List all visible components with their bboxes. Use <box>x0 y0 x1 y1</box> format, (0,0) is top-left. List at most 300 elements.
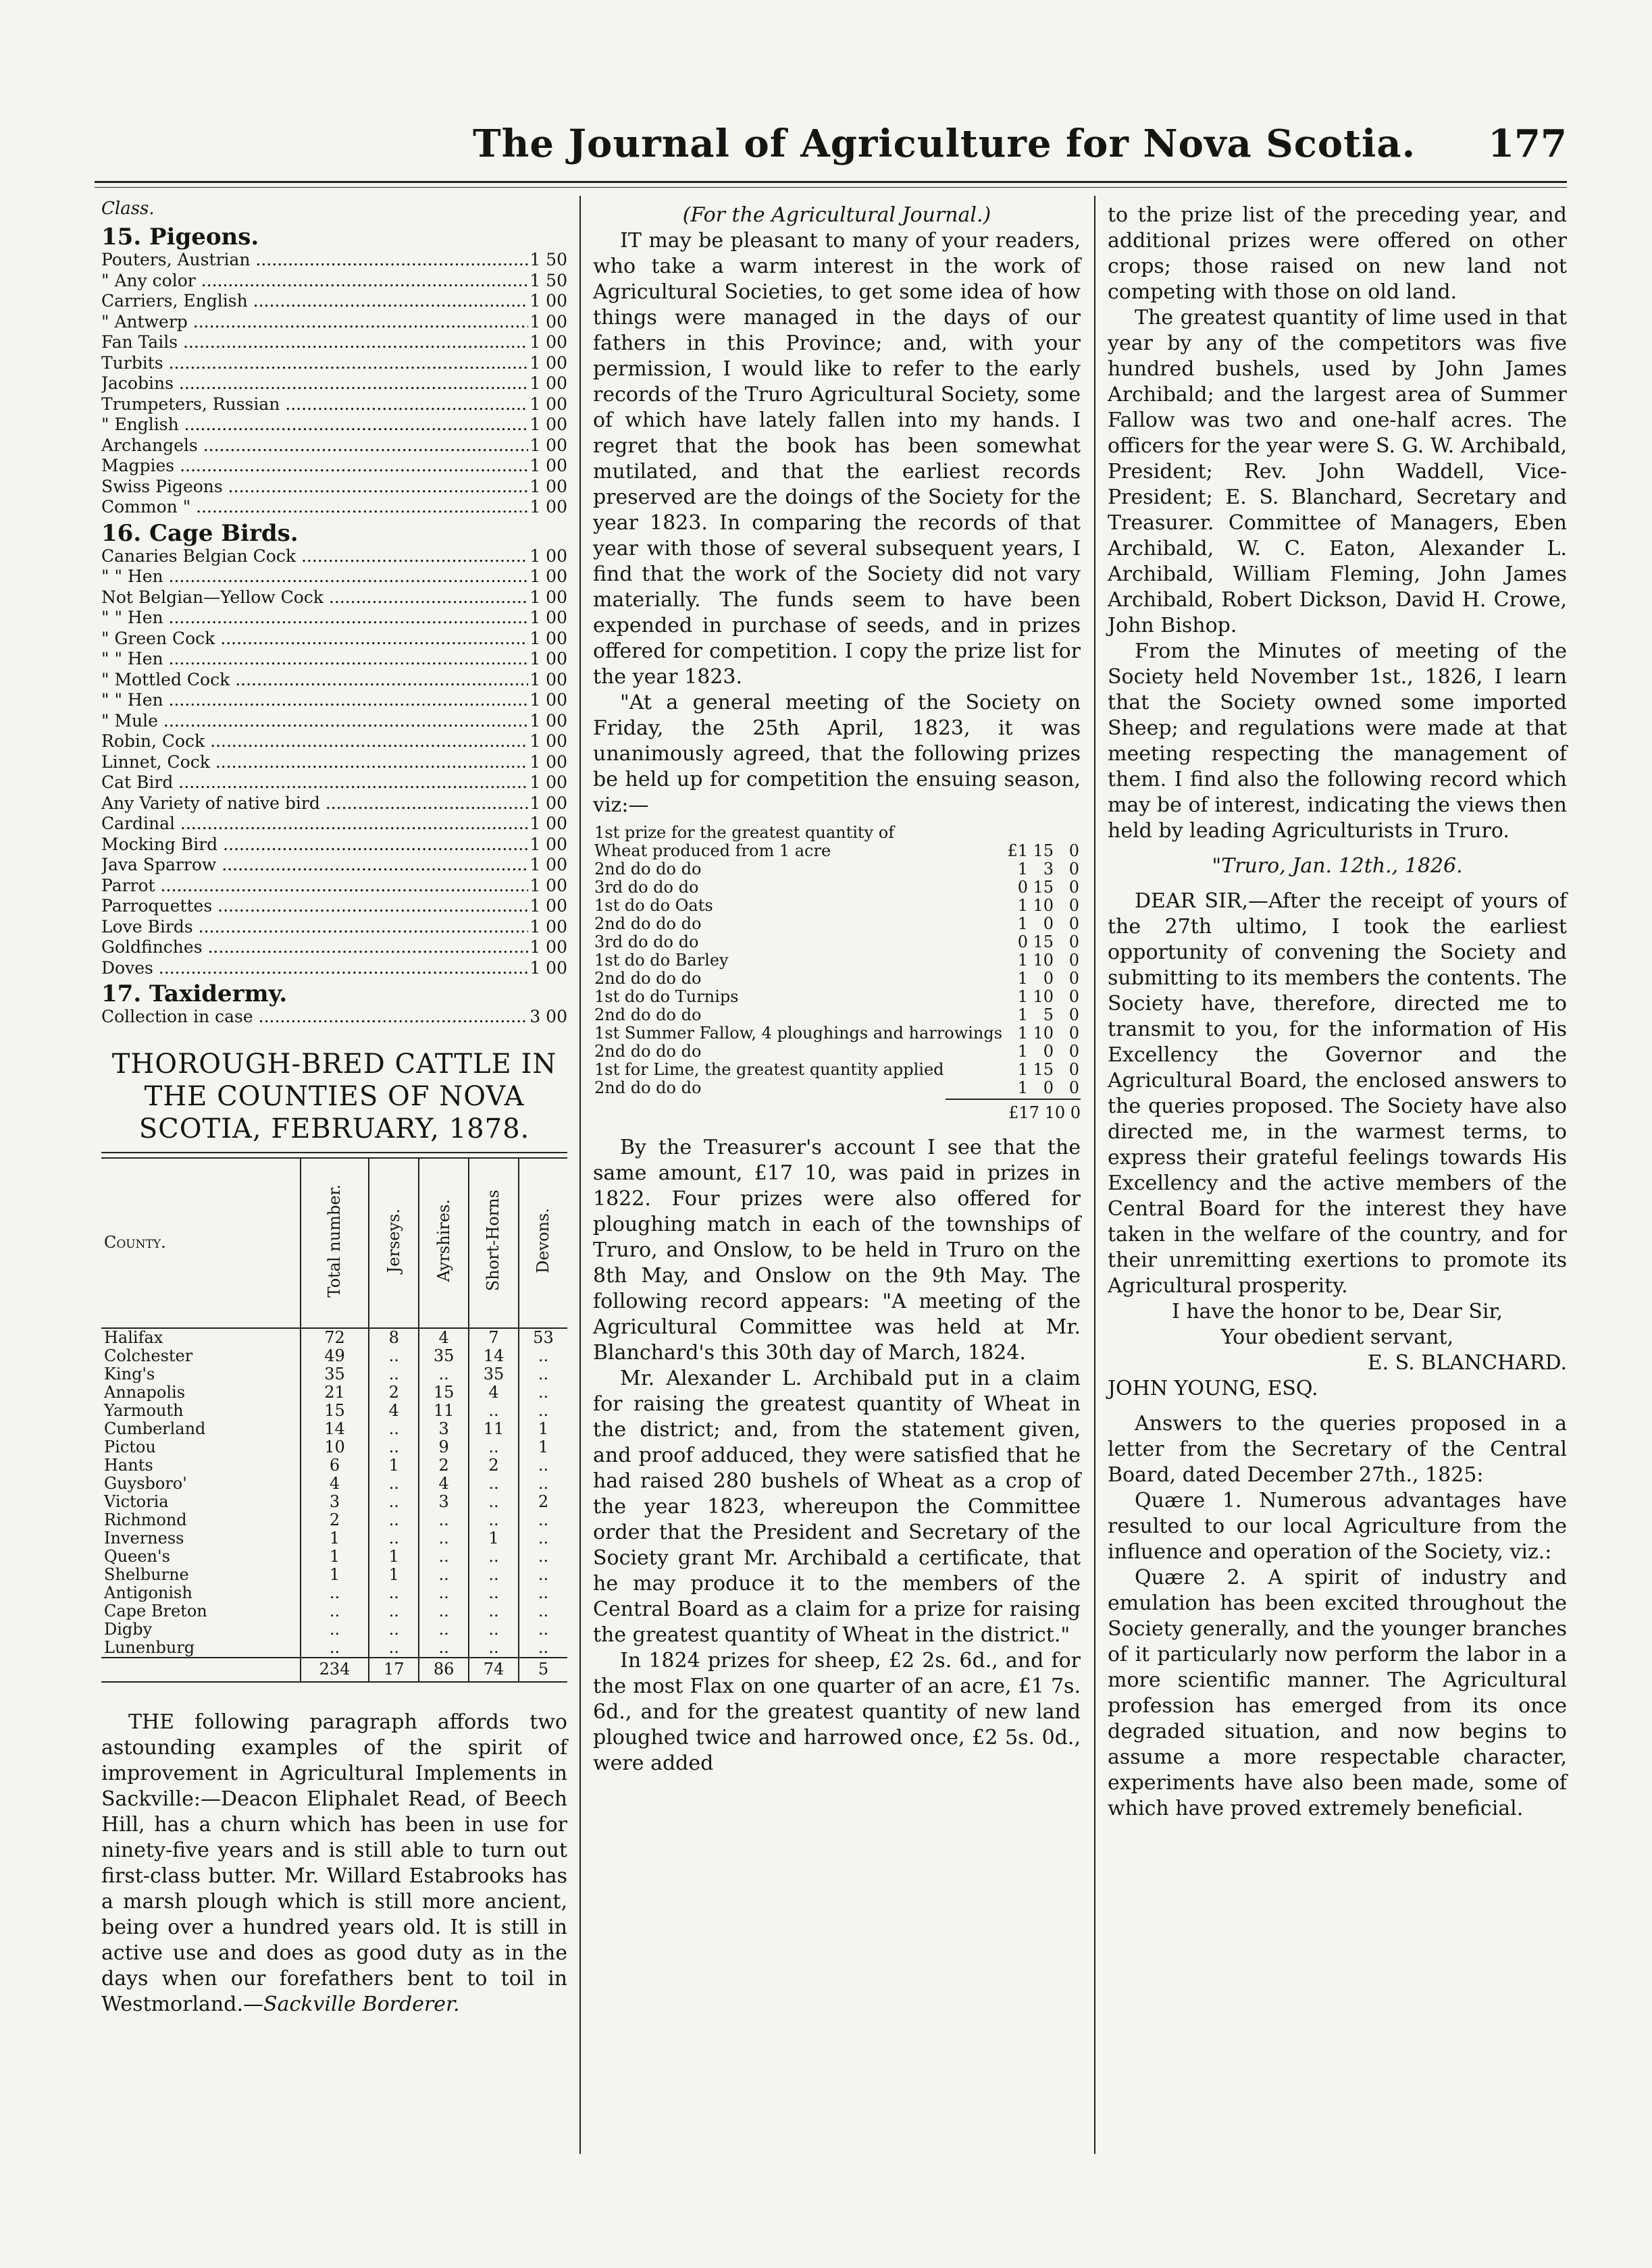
cattle-count: .. <box>369 1511 419 1529</box>
cattle-count: .. <box>419 1620 469 1639</box>
prize-list-item <box>101 332 567 353</box>
prize-shillings: 10 <box>1033 896 1054 915</box>
prize-item-label: " " Hen ..... <box>101 690 528 711</box>
cattle-county: Antigonish <box>104 1583 192 1602</box>
cattle-count: 6 <box>301 1456 369 1475</box>
prize-list-item <box>101 250 567 271</box>
prize-description: Wheat produced from 1 acre <box>594 841 831 860</box>
cattle-count: .. <box>519 1548 567 1566</box>
cattle-count: 4 <box>419 1475 469 1493</box>
cattle-heading: THOROUGH-BRED CATTLE IN THE COUNTIES OF NOVA SCOTIA, FEBRUARY, 1878. <box>111 1048 557 1144</box>
sackville-source: —Sackville Borderer. <box>243 1992 460 2016</box>
right-paragraph-2: The greatest quantity of lime used in that year by any of the competitors was five hundred bushels, used by John James Archibald; and the largest area of Summer Fallow was two and one-half acres. The officers for the year were S. G. W. Archibald, President; Rev. John Waddell, Vice-President; E. S. Blanchard, Secretary and Treasurer. Committee of Managers, Eben Archibald, W. C. Eaton, Alexander L. Archibald, William Fleming, John James Archibald, Robert Dickson, David H. Crowe, John Bishop. <box>1108 306 1567 637</box>
prize-list-item <box>101 497 567 518</box>
prize-item-price: 1 00 <box>530 332 567 352</box>
cattle-count: .. <box>419 1584 469 1602</box>
journal-title: The Journal of Agriculture for Nova Scotia. <box>473 122 1416 166</box>
prize-list-item <box>101 587 567 608</box>
cattle-header-cell <box>369 1158 419 1328</box>
prize-pounds: 1 <box>1017 914 1029 933</box>
prize-item-price: 1 00 <box>530 394 567 414</box>
cattle-count: .. <box>519 1365 567 1383</box>
prize-item-price: 1 00 <box>530 352 567 373</box>
cattle-count: .. <box>369 1529 419 1548</box>
cattle-count: .. <box>519 1456 567 1475</box>
prize-row <box>593 824 1081 842</box>
left-column <box>101 196 567 2018</box>
cattle-row <box>101 1566 567 1584</box>
prize-item-label: Magpies ..... <box>101 456 528 477</box>
prize-shillings: 10 <box>1033 987 1054 1006</box>
prize-pence: 0 <box>1068 951 1079 970</box>
prize-list-item <box>101 291 567 312</box>
cattle-header-label: Total number. <box>324 1184 344 1298</box>
prize-item-price: 1 00 <box>530 875 567 895</box>
cattle-county: Pictou <box>104 1437 156 1456</box>
prize-list-item <box>101 752 567 773</box>
cattle-header-cell <box>469 1158 519 1328</box>
prize-list-item <box>101 456 567 477</box>
page-number: 177 <box>1488 122 1567 166</box>
cattle-table-totals <box>101 1658 567 1682</box>
prize-pounds: 1 <box>1017 1078 1029 1097</box>
letter-addressee: JOHN YOUNG, ESQ. <box>1108 1377 1318 1400</box>
prize-description: 1st for Lime, the greatest quantity applied <box>594 1060 944 1079</box>
prize-item-label: Turbits ..... <box>101 353 528 374</box>
prize-item-label: Carriers, English ..... <box>101 291 528 312</box>
prize-item-price: 1 00 <box>530 566 567 586</box>
cattle-count: 2 <box>519 1493 567 1511</box>
cattle-row <box>101 1529 567 1548</box>
prize-item-label: " Mottled Cock ..... <box>101 670 528 691</box>
prize-row <box>593 878 1081 897</box>
cattle-row <box>101 1602 567 1620</box>
cattle-count: .. <box>301 1602 369 1620</box>
quaere-1: Quære 1. Numerous advantages have resulted to our local Agriculture from the influence and operation of the Society, viz.: <box>1108 1489 1567 1564</box>
cattle-count: .. <box>369 1365 419 1383</box>
cattle-count: .. <box>419 1365 469 1383</box>
prize-item-price: 1 00 <box>530 814 567 833</box>
prize-list-item <box>101 373 567 394</box>
cattle-total-cell: 86 <box>419 1658 469 1682</box>
quaere-2: Quære 2. A spirit of industry and emulation has been excited throughout the Society generally, and the younger branches of it particularly now perform the labor in a more scientific manner. The Agricultural profession has emerged from its once degraded situation, and now begins to assume a more respectable character, experiments have also been made, some of which have proved extremely beneficial. <box>1108 1566 1567 1820</box>
prize-pounds: 1 <box>1017 987 1029 1006</box>
prize-shillings: 15 <box>1033 841 1054 860</box>
middle-paragraph-5: In 1824 prizes for sheep, £2 2s. 6d., and for the most Flax on one quarter of an acre, £1 7s. 6d., and for the greatest quantity of new land ploughed twice and harrowed once, £2 5s. 0d., were added <box>593 1649 1081 1775</box>
class-tag: Class. <box>101 199 155 219</box>
prize-item-price: 1 00 <box>530 834 567 854</box>
prize-shillings: 0 <box>1043 1078 1054 1097</box>
cattle-count: .. <box>419 1566 469 1584</box>
prize-description: 2nd do do do <box>594 914 702 933</box>
prize-list-item <box>101 477 567 498</box>
cattle-count: .. <box>369 1602 419 1620</box>
cattle-count: .. <box>519 1584 567 1602</box>
prize-item-price: 1 00 <box>530 896 567 916</box>
letter-closing-2: Your obedient servant, <box>1220 1325 1454 1349</box>
prize-total: £17 10 0 <box>946 1099 1081 1126</box>
cattle-count: 1 <box>301 1529 369 1548</box>
cattle-table <box>101 1157 567 1683</box>
cattle-county: Cape Breton <box>104 1601 207 1620</box>
column-divider-left <box>579 196 581 2154</box>
cattle-count: .. <box>519 1383 567 1402</box>
cattle-count: .. <box>419 1602 469 1620</box>
prize-row <box>593 1024 1081 1043</box>
cattle-count: .. <box>419 1529 469 1548</box>
prize-description: 2nd do do do <box>594 969 702 988</box>
cattle-count: 15 <box>301 1402 369 1420</box>
prize-item-price: 1 00 <box>530 772 567 792</box>
prize-item-price: 1 00 <box>530 497 567 517</box>
prize-item-price: 1 50 <box>530 270 567 290</box>
prize-description: 2nd do do do <box>594 1005 702 1024</box>
prize-shillings <box>1029 824 1055 842</box>
cattle-count: .. <box>519 1511 567 1529</box>
prize-pounds: 1 <box>1017 1060 1029 1079</box>
prize-shillings: 0 <box>1043 969 1054 988</box>
cattle-count: .. <box>469 1548 519 1566</box>
cattle-count: 9 <box>419 1438 469 1456</box>
cattle-count: .. <box>519 1566 567 1584</box>
cattle-county: Digby <box>104 1619 153 1639</box>
prize-description: 1st prize for the greatest quantity of <box>594 823 895 842</box>
cattle-county: Shelburne <box>104 1564 189 1584</box>
cattle-count: .. <box>519 1402 567 1420</box>
prize-row <box>593 1043 1081 1061</box>
cattle-header-label: Jerseys. <box>384 1208 403 1273</box>
prize-item-price: 1 00 <box>530 291 567 311</box>
cattle-count: .. <box>469 1511 519 1529</box>
cattle-count: 4 <box>301 1475 369 1493</box>
prize-item-label: Jacobins ..... <box>101 373 528 394</box>
prize-item-label: Mocking Bird ..... <box>101 835 528 855</box>
cattle-count: .. <box>469 1402 519 1420</box>
prize-shillings: 3 <box>1043 860 1054 878</box>
prize-pounds: 1 <box>1017 1005 1029 1024</box>
cattle-count: 15 <box>419 1383 469 1402</box>
prize-pence <box>1055 824 1081 842</box>
prize-pence: 0 <box>1068 1024 1079 1043</box>
prize-item-price: 1 00 <box>530 649 567 668</box>
cattle-row <box>101 1347 567 1365</box>
prize-list-item <box>101 394 567 415</box>
prize-item-label: Parroquettes ..... <box>101 896 528 917</box>
prize-pence: 0 <box>1068 914 1079 933</box>
cattle-row <box>101 1493 567 1511</box>
prize-row <box>593 970 1081 988</box>
cattle-count: .. <box>519 1529 567 1548</box>
prize-item-label: " Green Cock ..... <box>101 629 528 650</box>
cattle-county: Yarmouth <box>104 1400 184 1420</box>
cattle-count: 35 <box>469 1365 519 1383</box>
prize-pounds: 1 <box>1017 860 1029 878</box>
cattle-count: .. <box>419 1639 469 1658</box>
prize-description: 1st do do Barley <box>594 951 729 970</box>
cattle-header-label: County. <box>104 1233 166 1252</box>
cage-bird-prize-list <box>101 546 567 979</box>
prize-pence: 0 <box>1068 987 1079 1006</box>
prize-list-item <box>101 1007 567 1028</box>
cattle-count: 3 <box>419 1420 469 1438</box>
cattle-count: .. <box>469 1475 519 1493</box>
prize-shillings: 0 <box>1043 914 1054 933</box>
prize-item-label: " " Hen ..... <box>101 649 528 670</box>
cattle-county: Annapolis <box>104 1382 186 1402</box>
prize-row <box>593 860 1081 878</box>
prize-row <box>593 951 1081 970</box>
cattle-count: 14 <box>469 1347 519 1365</box>
middle-paragraph-1: IT may be pleasant to many of your readers, who take a warm interest in the work of Agricultural Societies, to get some idea of how things were managed in the days of our fathers in this Province; and, with your permission, I would like to refer to the early records of the Truro Agricultural Society, some of which have lately fallen into my hands. I regret that the book has been somewhat mutilated, and that the earliest records preserved are the doings of the Society for the year 1823. In comparing the records of that year with those of several subsequent years, I find that the work of the Society did not vary materially. The funds seem to have been expended in purchase of seeds, and in prizes offered for competition. I copy the prize list for the year 1823. <box>593 229 1081 689</box>
cattle-count: .. <box>419 1548 469 1566</box>
cattle-total-cell: 5 <box>519 1658 567 1682</box>
cattle-count: .. <box>519 1602 567 1620</box>
cattle-count: .. <box>369 1420 419 1438</box>
prize-pence: 0 <box>1068 896 1079 915</box>
prize-item-label: Common " ..... <box>101 497 528 518</box>
prize-item-label: Goldfinches ..... <box>101 937 528 958</box>
prize-shillings: 0 <box>1043 1042 1054 1061</box>
prize-row <box>593 1079 1081 1097</box>
cattle-count: .. <box>369 1347 419 1365</box>
cattle-row <box>101 1511 567 1529</box>
prize-shillings: 15 <box>1033 878 1054 897</box>
prize-item-price: 1 00 <box>530 669 567 689</box>
cattle-county: Cumberland <box>104 1419 206 1438</box>
prize-item-price: 1 00 <box>530 373 567 393</box>
cattle-count: 35 <box>301 1365 369 1383</box>
cattle-count: .. <box>301 1639 369 1658</box>
cattle-row <box>101 1328 567 1347</box>
prize-list-item <box>101 546 567 567</box>
prize-item-label: " English ..... <box>101 415 528 436</box>
cattle-row <box>101 1438 567 1456</box>
cattle-count: .. <box>469 1584 519 1602</box>
cage-birds-heading: 16. Cage Birds. <box>101 519 299 547</box>
prize-item-label: Cat Bird ..... <box>101 772 528 793</box>
header-rule <box>95 181 1567 183</box>
taxidermy-heading: 17. Taxidermy. <box>101 980 288 1007</box>
cattle-county: Colchester <box>104 1346 193 1365</box>
prize-item-price: 1 00 <box>530 311 567 332</box>
cattle-county: Hants <box>104 1455 153 1475</box>
prize-shillings: 15 <box>1033 1060 1054 1079</box>
cattle-count: .. <box>369 1493 419 1511</box>
prize-pence: 0 <box>1068 841 1079 860</box>
prize-pounds: 1 <box>1017 1042 1029 1061</box>
prize-list-item <box>101 793 567 814</box>
cattle-count: 2 <box>301 1511 369 1529</box>
cattle-count: .. <box>419 1511 469 1529</box>
cattle-count: 8 <box>369 1328 419 1347</box>
prize-description: 1st do do Turnips <box>594 987 739 1006</box>
prize-description: 2nd do do do <box>594 1042 702 1061</box>
prize-pence: 0 <box>1068 932 1079 951</box>
prize-list-item <box>101 690 567 711</box>
prize-item-label: " Any color ..... <box>101 271 528 292</box>
cattle-count: .. <box>369 1438 419 1456</box>
cattle-header-cell <box>419 1158 469 1328</box>
prize-list-item <box>101 353 567 374</box>
cattle-header-cell <box>519 1158 567 1328</box>
right-paragraph-3: From the Minutes of meeting of the Society held November 1st., 1826, I learn that the Society owned some imported Sheep; and regulations were made at that meeting respecting the management of them. I find also the following record which may be of interest, indicating the views then held by leading Agriculturists in Truro. <box>1108 639 1567 843</box>
prize-list-item <box>101 436 567 456</box>
cattle-count: 4 <box>419 1328 469 1347</box>
prize-item-price: 1 00 <box>530 937 567 957</box>
prize-item-price: 1 00 <box>530 957 567 978</box>
prize-item-price: 1 00 <box>530 916 567 937</box>
cattle-row <box>101 1402 567 1420</box>
prize-item-price: 1 00 <box>530 855 567 874</box>
prize-item-price: 1 00 <box>530 793 567 813</box>
prize-pounds: 0 <box>1017 878 1029 897</box>
prize-row <box>593 897 1081 915</box>
prize-list-item <box>101 271 567 292</box>
pigeons-heading: 15. Pigeons. <box>101 223 259 250</box>
prize-shillings: 15 <box>1033 932 1054 951</box>
cattle-count: .. <box>519 1347 567 1365</box>
cattle-header-label: Ayrshires. <box>434 1199 453 1282</box>
prize-item-label: Canaries Belgian Cock ..... <box>101 546 528 567</box>
prize-pounds: £1 <box>1007 841 1029 860</box>
middle-paragraph-4: Mr. Alexander L. Archibald put in a claim for raising the greatest quantity of Wheat in the district; and, from the statement given, and proof adduced, they were satisfied that he had raised 280 bushels of Wheat as a crop of the year 1823, whereupon the Committee order that the President and Secretary of the Society grant Mr. Archibald a certificate, that he may produce it to the members of the Central Board as a claim for a prize for raising the greatest quantity of Wheat in the district." <box>593 1367 1081 1647</box>
prize-item-label: " Antwerp ..... <box>101 312 528 333</box>
cattle-header-label: Devons. <box>533 1208 552 1273</box>
prize-item-price: 3 00 <box>530 1007 567 1026</box>
cattle-row <box>101 1548 567 1566</box>
letter-signature: E. S. BLANCHARD. <box>1367 1351 1567 1375</box>
prize-description: 2nd do do do <box>594 1078 702 1097</box>
cattle-count: .. <box>369 1475 419 1493</box>
cattle-count: .. <box>301 1620 369 1639</box>
cattle-count: 2 <box>469 1456 519 1475</box>
prize-list-item <box>101 629 567 650</box>
prize-list-item <box>101 896 567 917</box>
cattle-count: 1 <box>519 1420 567 1438</box>
cattle-county: Guysboro' <box>104 1473 187 1493</box>
cattle-count: .. <box>369 1620 419 1639</box>
sackville-paragraph <box>101 1710 567 2018</box>
prize-pence: 0 <box>1068 1042 1079 1061</box>
prize-table <box>593 824 1081 1097</box>
cattle-row <box>101 1475 567 1493</box>
cattle-count: 10 <box>301 1438 369 1456</box>
prize-description: 3rd do do do <box>594 878 699 897</box>
cattle-count: .. <box>469 1639 519 1658</box>
prize-item-label: Linnet, Cock ..... <box>101 752 528 773</box>
answers-intro: Answers to the queries proposed in a letter from the Secretary of the Central Board, dated December 27th., 1825: <box>1108 1412 1567 1487</box>
cattle-count: 1 <box>369 1548 419 1566</box>
prize-list-item <box>101 649 567 670</box>
cattle-county: Halifax <box>104 1327 163 1347</box>
prize-item-label: " " Hen ..... <box>101 608 528 629</box>
prize-list-item <box>101 917 567 938</box>
right-column <box>1108 203 1567 1822</box>
prize-item-label: Doves ..... <box>101 958 528 979</box>
cattle-count: 21 <box>301 1383 369 1402</box>
cattle-count: .. <box>301 1584 369 1602</box>
article-source: (For the Agricultural Journal.) <box>682 203 991 227</box>
prize-list-item <box>101 731 567 752</box>
cattle-header-cell <box>301 1158 369 1328</box>
prize-list-item <box>101 312 567 333</box>
prize-list-item <box>101 958 567 979</box>
prize-item-label: Parrot ..... <box>101 876 528 897</box>
prize-item-price: 1 00 <box>530 435 567 455</box>
cattle-count: 1 <box>301 1566 369 1584</box>
prize-item-price: 1 00 <box>530 476 567 496</box>
cattle-count: .. <box>469 1566 519 1584</box>
cattle-county: King's <box>104 1364 155 1383</box>
prize-list-item <box>101 566 567 587</box>
cattle-county: Victoria <box>104 1492 169 1511</box>
taxidermy-prize-list <box>101 1007 567 1028</box>
prize-row <box>593 1061 1081 1079</box>
prize-description: 1st Summer Fallow, 4 ploughings and harrowings <box>594 1024 1003 1043</box>
prize-list-item <box>101 415 567 436</box>
prize-item-price: 1 00 <box>530 628 567 648</box>
prize-item-price: 1 00 <box>530 731 567 751</box>
cattle-county: Richmond <box>104 1510 187 1529</box>
prize-row <box>593 988 1081 1006</box>
cattle-count: 4 <box>469 1383 519 1402</box>
prize-list-item <box>101 855 567 876</box>
prize-pence: 0 <box>1068 1078 1079 1097</box>
prize-shillings: 5 <box>1043 1005 1054 1024</box>
cattle-total-cell: 234 <box>301 1658 369 1682</box>
cattle-count: 1 <box>301 1548 369 1566</box>
cattle-county: Inverness <box>104 1528 184 1548</box>
prize-item-price: 1 00 <box>530 710 567 731</box>
cattle-table-header <box>101 1158 567 1328</box>
header-rule-thin <box>95 187 1567 188</box>
prize-description: 2nd do do do <box>594 860 702 878</box>
prize-item-label: Archangels ..... <box>101 436 528 456</box>
prize-pounds: 1 <box>1017 969 1029 988</box>
cattle-count: 14 <box>301 1420 369 1438</box>
prize-item-label: Pouters, Austrian ..... <box>101 250 528 271</box>
prize-item-label: " " Hen ..... <box>101 566 528 587</box>
prize-list-item <box>101 608 567 629</box>
prize-shillings: 10 <box>1033 1024 1054 1043</box>
cattle-count: .. <box>469 1438 519 1456</box>
cattle-total-cell: 17 <box>369 1658 419 1682</box>
prize-row <box>593 1006 1081 1024</box>
prize-row <box>593 933 1081 951</box>
prize-list-item <box>101 814 567 835</box>
cattle-count: 53 <box>519 1328 567 1347</box>
prize-item-label: Trumpeters, Russian ..... <box>101 394 528 415</box>
cattle-count: .. <box>469 1620 519 1639</box>
prize-row <box>593 842 1081 860</box>
prize-item-price: 1 00 <box>530 751 567 772</box>
prize-item-label: Love Birds ..... <box>101 917 528 938</box>
prize-item-price: 1 00 <box>530 415 567 434</box>
cattle-count: .. <box>519 1639 567 1658</box>
cattle-total-cell: 74 <box>469 1658 519 1682</box>
cattle-count: 3 <box>301 1493 369 1511</box>
cattle-count: .. <box>469 1493 519 1511</box>
prize-list-item <box>101 670 567 691</box>
prize-item-label: Collection in case ..... <box>101 1007 528 1028</box>
cattle-row <box>101 1620 567 1639</box>
prize-list-item <box>101 835 567 855</box>
cattle-count: 2 <box>419 1456 469 1475</box>
prize-item-price: 1 00 <box>530 546 567 566</box>
prize-list-item <box>101 711 567 732</box>
letter-dateline: "Truro, Jan. 12th., 1826. <box>1212 854 1463 878</box>
cattle-row <box>101 1420 567 1438</box>
